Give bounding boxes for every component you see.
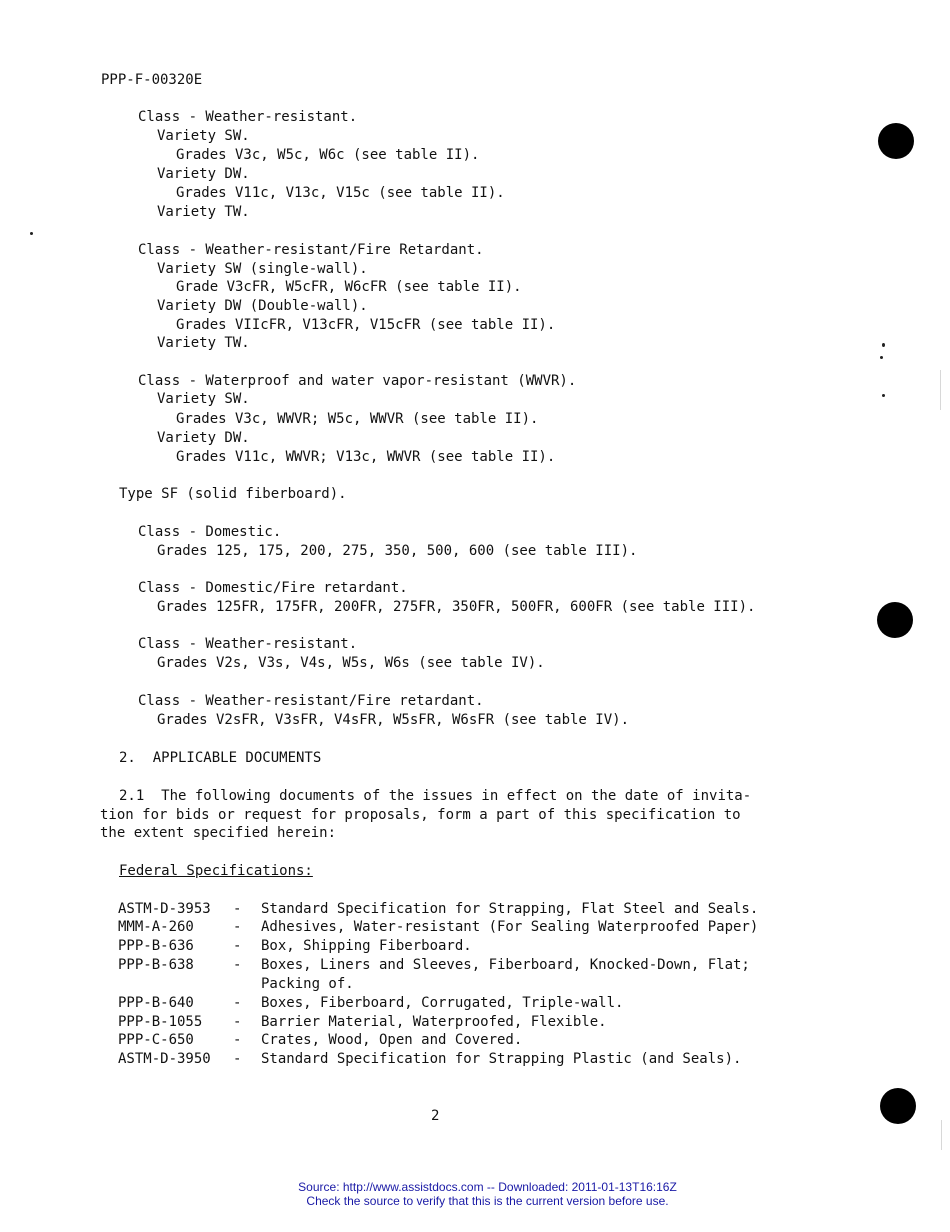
doc-id: PPP-F-00320E bbox=[101, 72, 203, 88]
ref-dash: - bbox=[233, 919, 242, 935]
ref-code: PPP-B-640 bbox=[118, 995, 194, 1011]
variety-line: Variety TW. bbox=[157, 204, 250, 220]
ref-desc: Boxes, Fiberboard, Corrugated, Triple-wall. bbox=[261, 995, 624, 1011]
ref-dash: - bbox=[233, 1032, 242, 1048]
ref-code: MMM-A-260 bbox=[118, 919, 194, 935]
paragraph-line: tion for bids or request for proposals, form a part of this specification to bbox=[100, 807, 741, 823]
scan-edge bbox=[940, 370, 941, 410]
variety-line: Variety TW. bbox=[157, 335, 250, 351]
variety-line: Variety SW. bbox=[157, 128, 250, 144]
paragraph-line: 2.1 The following documents of the issues in effect on the date of invita- bbox=[119, 788, 752, 804]
scan-edge bbox=[941, 1120, 942, 1150]
class-heading: Class - Weather-resistant/Fire retardant. bbox=[138, 693, 484, 709]
federal-specs-heading: Federal Specifications: bbox=[119, 863, 313, 879]
variety-line: Variety SW (single-wall). bbox=[157, 261, 368, 277]
class-heading: Class - Weather-resistant/Fire Retardant. bbox=[138, 242, 484, 258]
grades-line: Grades V3c, W5c, W6c (see table II). bbox=[176, 147, 480, 163]
ref-dash: - bbox=[233, 957, 242, 973]
ref-code: PPP-B-1055 bbox=[118, 1014, 203, 1030]
punch-hole-icon bbox=[880, 1088, 916, 1124]
scan-speck bbox=[30, 232, 33, 235]
paragraph-line: the extent specified herein: bbox=[100, 825, 337, 841]
ref-dash: - bbox=[233, 1051, 242, 1067]
grades-line: Grades V3c, WWVR; W5c, WWVR (see table II). bbox=[176, 411, 539, 427]
variety-line: Variety DW. bbox=[157, 430, 250, 446]
ref-code: PPP-B-636 bbox=[118, 938, 194, 954]
variety-line: Variety DW (Double-wall). bbox=[157, 298, 368, 314]
grades-line: Grades 125, 175, 200, 275, 350, 500, 600 (see table III). bbox=[157, 543, 638, 559]
ref-desc: Crates, Wood, Open and Covered. bbox=[261, 1032, 523, 1048]
footer-notice: Check the source to verify that this is the current version before use. bbox=[306, 1194, 669, 1208]
class-heading: Class - Weather-resistant. bbox=[138, 636, 358, 652]
ref-desc: Adhesives, Water-resistant (For Sealing Waterproofed Paper) bbox=[261, 919, 759, 935]
scan-speck bbox=[880, 356, 883, 359]
ref-dash: - bbox=[233, 901, 242, 917]
variety-line: Variety DW. bbox=[157, 166, 250, 182]
grades-line: Grades V11c, V13c, V15c (see table II). bbox=[176, 185, 505, 201]
punch-hole-icon bbox=[877, 602, 913, 638]
ref-desc: Standard Specification for Strapping Plastic (and Seals). bbox=[261, 1051, 742, 1067]
footer-source: Source: http://www.assistdocs.com -- Downloaded: 2011-01-13T16:16Z bbox=[298, 1180, 677, 1194]
grades-line: Grades VIIcFR, V13cFR, V15cFR (see table II). bbox=[176, 317, 556, 333]
class-heading: Class - Domestic. bbox=[138, 524, 282, 540]
ref-desc: Standard Specification for Strapping, Flat Steel and Seals. bbox=[261, 901, 759, 917]
grades-line: Grade V3cFR, W5cFR, W6cFR (see table II). bbox=[176, 279, 522, 295]
scan-speck bbox=[882, 394, 885, 397]
class-heading: Class - Waterproof and water vapor-resistant (WWVR). bbox=[138, 373, 577, 389]
type-heading: Type SF (solid fiberboard). bbox=[119, 486, 347, 502]
ref-dash: - bbox=[233, 938, 242, 954]
class-heading: Class - Weather-resistant. bbox=[138, 109, 358, 125]
ref-desc: Box, Shipping Fiberboard. bbox=[261, 938, 472, 954]
class-heading: Class - Domestic/Fire retardant. bbox=[138, 580, 408, 596]
ref-dash: - bbox=[233, 1014, 242, 1030]
ref-code: PPP-C-650 bbox=[118, 1032, 194, 1048]
grades-line: Grades V11c, WWVR; V13c, WWVR (see table II). bbox=[176, 449, 556, 465]
grades-line: Grades V2s, V3s, V4s, W5s, W6s (see table IV). bbox=[157, 655, 545, 671]
ref-code: PPP-B-638 bbox=[118, 957, 194, 973]
grades-line: Grades V2sFR, V3sFR, V4sFR, W5sFR, W6sFR (see table IV). bbox=[157, 712, 630, 728]
variety-line: Variety SW. bbox=[157, 391, 250, 407]
section-heading: 2. APPLICABLE DOCUMENTS bbox=[119, 750, 322, 766]
ref-desc: Boxes, Liners and Sleeves, Fiberboard, Knocked-Down, Flat; bbox=[261, 957, 750, 973]
ref-desc: Packing of. bbox=[261, 976, 354, 992]
page-number: 2 bbox=[431, 1108, 440, 1124]
ref-code: ASTM-D-3950 bbox=[118, 1051, 211, 1067]
ref-desc: Barrier Material, Waterproofed, Flexible. bbox=[261, 1014, 607, 1030]
punch-hole-icon bbox=[878, 123, 914, 159]
ref-code: ASTM-D-3953 bbox=[118, 901, 211, 917]
ref-dash: - bbox=[233, 995, 242, 1011]
grades-line: Grades 125FR, 175FR, 200FR, 275FR, 350FR, 500FR, 600FR (see table III). bbox=[157, 599, 756, 615]
scan-speck bbox=[882, 343, 885, 347]
